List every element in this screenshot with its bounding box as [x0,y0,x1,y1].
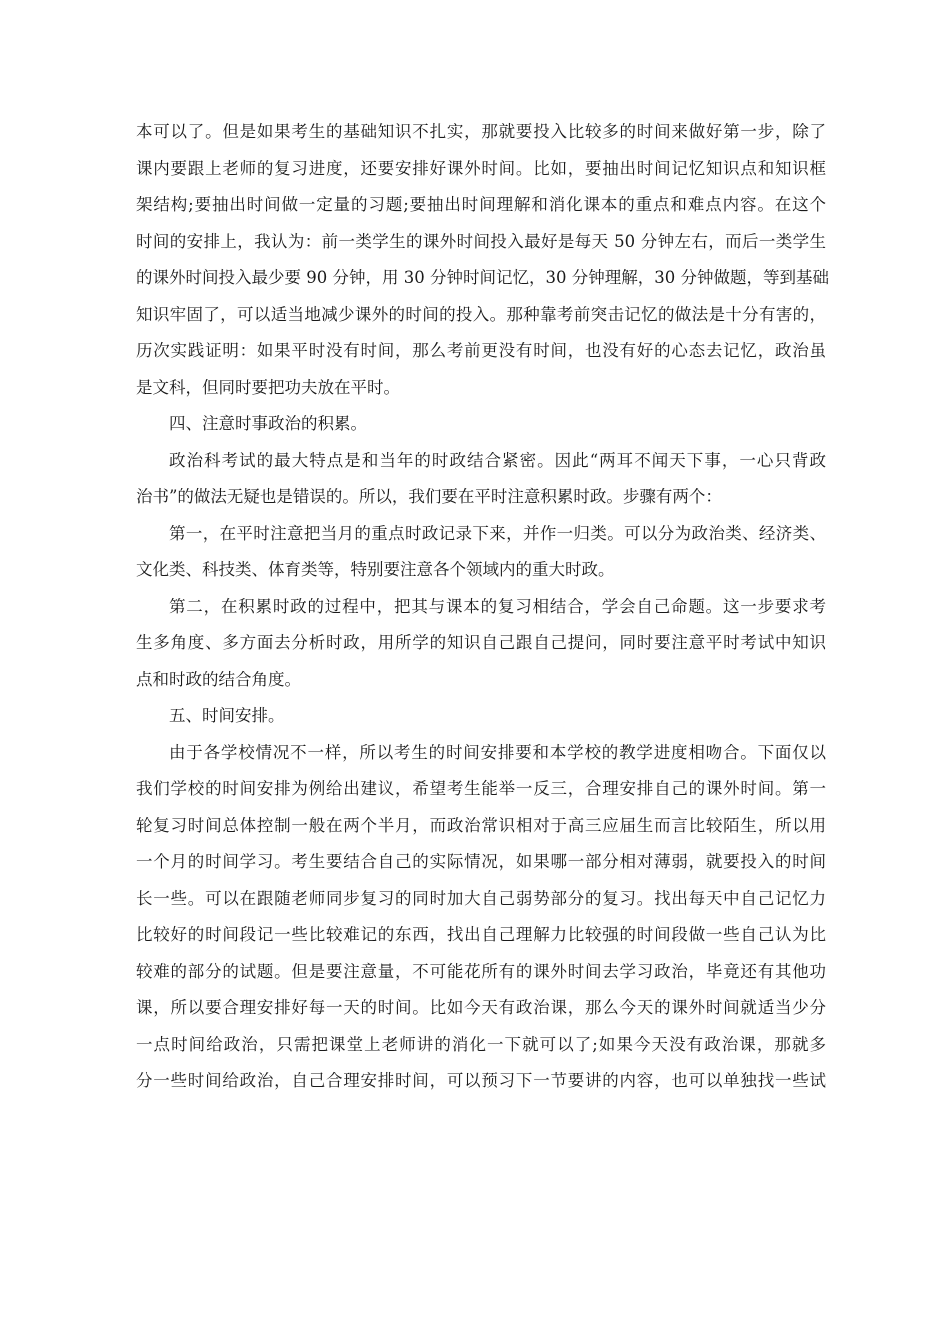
text-line: 架结构;要抽出时间做一定量的习题;要抽出时间理解和消化课本的重点和难点内容。在这个 [136,195,826,214]
text-line: 我们学校的时间安排为例给出建议，希望考生能举一反三，合理安排自己的课外时间。第一 [136,779,826,798]
text-line: 第一，在平时注意把当月的重点时政记录下来，并作一归类。可以分为政治类、经济类、 [169,523,826,543]
text-line: 一个月的时间学习。考生要结合自己的实际情况，如果哪一部分相对薄弱，就要投入的时间 [136,852,826,871]
text-line: 一点时间给政治，只需把课堂上老师讲的消化一下就可以了;如果今天没有政治课，那就多 [136,1034,826,1054]
text-line: 治书”的做法无疑也是错误的。所以，我们要在平时注意积累时政。步骤有两个： [136,487,722,506]
paragraph [136,589,826,699]
text-line: 文化类、科技类、体育类等，特别要注意各个领域内的重大时政。 [136,560,615,579]
text-line: 分一些时间给政治，自己合理安排时间，可以预习下一节要讲的内容，也可以单独找一些试 [136,1071,826,1090]
text-line: 长一些。可以在跟随老师同步复习的同时加大自己弱势部分的复习。找出每天中自己记忆力 [136,888,826,908]
text-line: 点和时政的结合角度。 [136,669,301,689]
section-heading: 四、注意时事政治的积累。 [169,414,367,433]
paragraph [136,516,826,589]
text-line: 本可以了。但是如果考生的基础知识不扎实，那就要投入比较多的时间来做好第一步，除了 [136,122,826,141]
paragraph [136,735,826,1100]
text-line: 时间的安排上，我认为：前一类学生的课外时间投入最好是每天 50 分钟左右，而后一类学生 [136,231,826,251]
paragraph [136,114,829,406]
text-line: 课内要跟上老师的复习进度，还要安排好课外时间。比如，要抽出时间记忆知识点和知识框 [136,158,826,178]
text-line: 轮复习时间总体控制一般在两个半月，而政治常识相对于高三应届生而言比较陌生，所以用 [136,815,826,835]
section-heading: 五、时间安排。 [169,706,285,725]
text-line: 的课外时间投入最少要 90 分钟，用 30 分钟时间记忆，30 分钟理解，30 分钟做题，等到基础 [136,268,829,287]
text-line: 课，所以要合理安排好每一天的时间。比如今天有政治课，那么今天的课外时间就适当少分 [136,998,826,1017]
document-body [136,114,829,1100]
text-line: 历次实践证明：如果平时没有时间，那么考前更没有时间，也没有好的心态去记忆，政治虽 [136,341,826,360]
text-line: 是文科，但同时要把功夫放在平时。 [136,377,400,397]
text-line: 比较好的时间段记一些比较难记的东西，找出自己理解力比较强的时间段做一些自己认为比 [136,925,826,944]
paragraph [136,443,826,516]
text-line: 政治科考试的最大特点是和当年的时政结合紧密。因此“两耳不闻天下事，一心只背政 [169,450,826,470]
text-line: 较难的部分的试题。但是要注意量，不可能花所有的课外时间去学习政治，毕竟还有其他功 [136,961,826,981]
text-line: 生多角度、多方面去分析时政，用所学的知识自己跟自己提问，同时要注意平时考试中知识 [136,633,826,652]
text-line: 第二，在积累时政的过程中，把其与课本的复习相结合，学会自己命题。这一步要求考 [169,596,826,616]
text-line: 由于各学校情况不一样，所以考生的时间安排要和本学校的教学进度相吻合。下面仅以 [169,742,826,762]
text-line: 知识牢固了，可以适当地减少课外的时间的投入。那种靠考前突击记忆的做法是十分有害的， [136,304,826,324]
